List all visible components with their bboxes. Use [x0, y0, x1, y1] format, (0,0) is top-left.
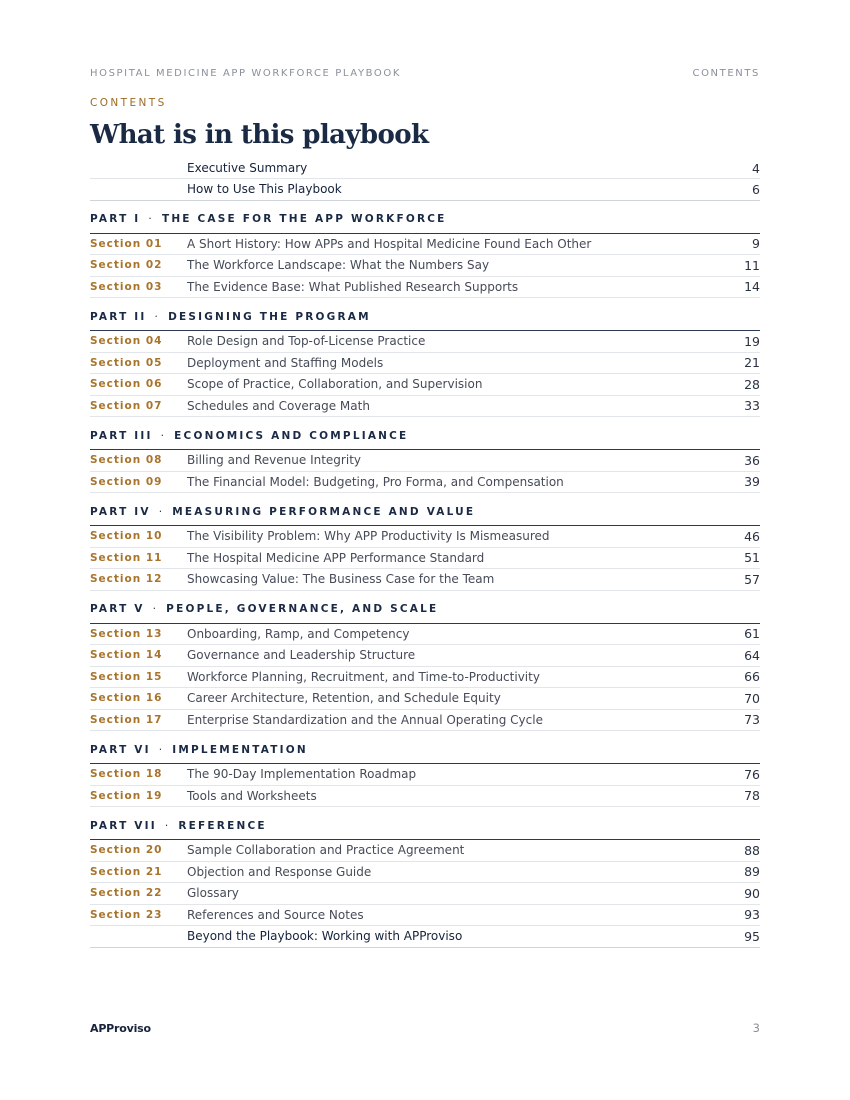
- part-separator: ·: [148, 213, 154, 226]
- toc-row[interactable]: [90, 450, 760, 472]
- toc-row[interactable]: [90, 645, 760, 667]
- part-name: MEASURING PERFORMANCE AND VALUE: [172, 505, 476, 518]
- section-title: Objection and Response Guide: [187, 864, 372, 879]
- section-title: Role Design and Top-of-License Practice: [187, 334, 426, 349]
- part-name: DESIGNING THE PROGRAM: [168, 310, 371, 323]
- section-title: How to Use This Playbook: [187, 182, 342, 197]
- toc-row[interactable]: [90, 548, 760, 570]
- part-heading: [90, 417, 760, 450]
- running-head-section: CONTENTS: [692, 68, 760, 79]
- section-page-number: 39: [744, 474, 760, 490]
- section-page-number: 4: [752, 160, 760, 176]
- toc-row[interactable]: [90, 353, 760, 375]
- part-heading: [90, 493, 760, 526]
- section-number: Section 11: [90, 551, 163, 564]
- toc-row[interactable]: [90, 905, 760, 927]
- section-number: Section 16: [90, 692, 163, 705]
- section-title: Schedules and Coverage Math: [187, 398, 370, 413]
- section-title: References and Source Notes: [187, 907, 364, 922]
- section-number: Section 13: [90, 627, 163, 640]
- section-page-number: 64: [744, 647, 760, 663]
- toc-row[interactable]: [90, 710, 760, 732]
- section-page-number: 28: [744, 376, 760, 392]
- section-number: Section 09: [90, 475, 163, 488]
- section-title: Onboarding, Ramp, and Competency: [187, 626, 410, 641]
- section-title: The 90-Day Implementation Roadmap: [187, 767, 417, 782]
- section-title: Governance and Leadership Structure: [187, 648, 416, 663]
- part-label: PART I: [90, 213, 141, 226]
- section-page-number: 36: [744, 452, 760, 468]
- running-head-title: HOSPITAL MEDICINE APP WORKFORCE PLAYBOOK: [90, 68, 402, 79]
- toc-row[interactable]: [90, 396, 760, 418]
- section-page-number: 9: [752, 236, 760, 252]
- section-page-number: 95: [744, 928, 760, 944]
- section-title: Showcasing Value: The Business Case for the Team: [187, 572, 495, 587]
- part-heading: [90, 201, 760, 234]
- section-title: Sample Collaboration and Practice Agreement: [187, 843, 465, 858]
- section-number: Section 21: [90, 865, 163, 878]
- part-separator: ·: [164, 819, 171, 832]
- section-title: Beyond the Playbook: Working with APProviso: [187, 929, 463, 944]
- section-page-number: 51: [744, 550, 760, 566]
- section-page-number: 89: [744, 864, 760, 880]
- toc-row[interactable]: [90, 526, 760, 548]
- section-number: Section 14: [90, 649, 163, 662]
- toc-row[interactable]: [90, 862, 760, 884]
- table-of-contents: [90, 158, 760, 948]
- section-number: Section 08: [90, 454, 163, 467]
- toc-row[interactable]: [90, 786, 760, 808]
- section-title: Career Architecture, Retention, and Schedule Equity: [187, 691, 501, 706]
- toc-row[interactable]: [90, 374, 760, 396]
- toc-row[interactable]: [90, 472, 760, 494]
- section-page-number: 57: [744, 571, 760, 587]
- toc-row[interactable]: [90, 926, 760, 948]
- section-page-number: 66: [744, 669, 760, 685]
- section-page-number: 70: [744, 690, 760, 706]
- part-name: REFERENCE: [178, 819, 267, 832]
- part-label: PART III: [90, 429, 153, 442]
- section-number: Section 01: [90, 237, 163, 250]
- section-title: The Evidence Base: What Published Research Supports: [187, 279, 519, 294]
- toc-row[interactable]: [90, 234, 760, 256]
- section-page-number: 11: [744, 257, 760, 273]
- section-title: The Financial Model: Budgeting, Pro Forma, and Compensation: [187, 474, 564, 489]
- section-number: Section 17: [90, 713, 163, 726]
- part-heading: [90, 591, 760, 624]
- section-number: Section 05: [90, 356, 163, 369]
- toc-row[interactable]: [90, 277, 760, 299]
- section-page-number: 73: [744, 712, 760, 728]
- section-number: Section 07: [90, 399, 163, 412]
- toc-row[interactable]: [90, 179, 760, 200]
- section-page-number: 93: [744, 907, 760, 923]
- section-page-number: 46: [744, 528, 760, 544]
- toc-row[interactable]: [90, 255, 760, 277]
- section-number: Section 19: [90, 789, 163, 802]
- section-page-number: 21: [744, 355, 760, 371]
- footer-page-number: 3: [752, 1021, 760, 1035]
- section-page-number: 90: [744, 885, 760, 901]
- section-page-number: 14: [744, 279, 760, 295]
- contents-eyebrow: CONTENTS: [90, 97, 167, 109]
- part-separator: ·: [158, 505, 165, 518]
- section-title: Executive Summary: [187, 161, 308, 176]
- toc-row[interactable]: [90, 764, 760, 786]
- section-number: Section 22: [90, 887, 163, 900]
- toc-row[interactable]: [90, 624, 760, 646]
- part-label: PART VI: [90, 743, 151, 756]
- section-title: The Hospital Medicine APP Performance Standard: [187, 550, 485, 565]
- section-title: Scope of Practice, Collaboration, and Supervision: [187, 377, 483, 392]
- toc-row[interactable]: [90, 158, 760, 179]
- part-name: PEOPLE, GOVERNANCE, AND SCALE: [166, 603, 439, 616]
- part-heading: [90, 807, 760, 840]
- part-name: ECONOMICS AND COMPLIANCE: [174, 429, 409, 442]
- toc-row[interactable]: [90, 840, 760, 862]
- section-title: Tools and Worksheets: [187, 788, 317, 803]
- section-number: Section 18: [90, 768, 163, 781]
- section-number: Section 06: [90, 378, 163, 391]
- part-label: PART VII: [90, 819, 157, 832]
- section-page-number: 19: [744, 333, 760, 349]
- section-number: Section 10: [90, 530, 163, 543]
- toc-row[interactable]: [90, 883, 760, 905]
- section-page-number: 33: [744, 398, 760, 414]
- section-number: Section 12: [90, 573, 163, 586]
- part-name: IMPLEMENTATION: [172, 743, 308, 756]
- section-page-number: 78: [744, 788, 760, 804]
- section-title: A Short History: How APPs and Hospital Medicine Found Each Other: [187, 236, 592, 251]
- page-title: What is in this playbook: [90, 120, 429, 150]
- part-separator: ·: [154, 310, 161, 323]
- section-title: Workforce Planning, Recruitment, and Time-to-Productivity: [187, 669, 540, 684]
- section-title: The Visibility Problem: Why APP Productivity Is Mismeasured: [187, 529, 550, 544]
- toc-row[interactable]: [90, 331, 760, 353]
- section-number: Section 15: [90, 670, 163, 683]
- part-separator: ·: [160, 429, 167, 442]
- section-title: The Workforce Landscape: What the Numbers Say: [187, 258, 490, 273]
- section-title: Enterprise Standardization and the Annual Operating Cycle: [187, 712, 543, 727]
- part-label: PART IV: [90, 505, 151, 518]
- section-page-number: 88: [744, 842, 760, 858]
- section-title: Billing and Revenue Integrity: [187, 453, 361, 468]
- footer-brand: APProviso: [90, 1022, 151, 1035]
- section-number: Section 04: [90, 335, 163, 348]
- running-head: [90, 68, 760, 79]
- section-page-number: 61: [744, 626, 760, 642]
- section-page-number: 6: [752, 181, 760, 197]
- toc-row[interactable]: [90, 667, 760, 689]
- section-number: Section 02: [90, 259, 163, 272]
- part-name: THE CASE FOR THE APP WORKFORCE: [161, 213, 447, 226]
- section-number: Section 23: [90, 908, 163, 921]
- part-separator: ·: [158, 743, 165, 756]
- part-label: PART V: [90, 603, 145, 616]
- toc-row[interactable]: [90, 688, 760, 710]
- section-number: Section 20: [90, 844, 163, 857]
- part-label: PART II: [90, 310, 147, 323]
- section-title: Deployment and Staffing Models: [187, 355, 384, 370]
- section-page-number: 76: [744, 766, 760, 782]
- toc-row[interactable]: [90, 569, 760, 591]
- part-heading: [90, 731, 760, 764]
- part-heading: [90, 298, 760, 331]
- section-number: Section 03: [90, 280, 163, 293]
- part-separator: ·: [152, 603, 159, 616]
- section-title: Glossary: [187, 886, 239, 901]
